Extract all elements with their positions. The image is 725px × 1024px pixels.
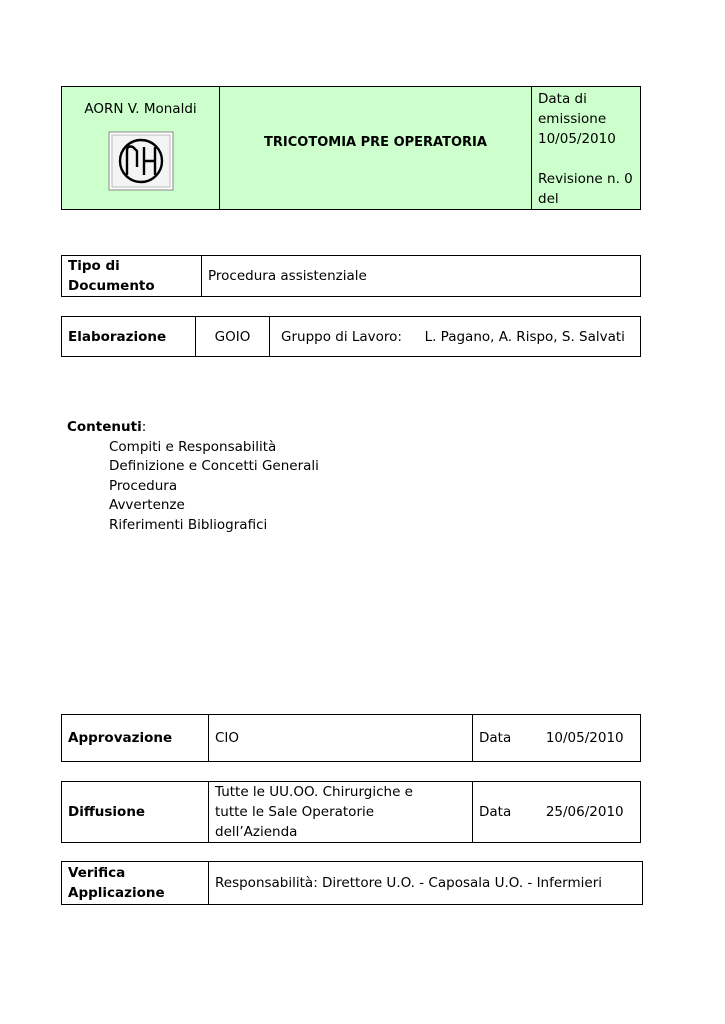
revision-del: del: [538, 191, 559, 207]
elaboration-table: [61, 316, 641, 357]
elaboration-label: Elaborazione: [62, 317, 196, 357]
header-meta-cell: [532, 87, 641, 210]
contents-item: Avvertenze: [109, 497, 185, 514]
meta-spacer: [538, 149, 634, 169]
verification-label-line1: Verifica: [68, 865, 126, 881]
approval-value: CIO: [209, 715, 473, 762]
approval-table: [61, 714, 641, 762]
diffusion-date-cell: [473, 782, 641, 843]
document-type-label-line2: Documento: [68, 278, 155, 294]
group-label: Gruppo di Lavoro:: [281, 328, 402, 345]
approval-date: 10/05/2010: [545, 730, 624, 746]
diffusion-line: Tutte le UU.OO. Chirurgiche e: [215, 784, 413, 800]
document-type-label-line1: Tipo di: [68, 258, 120, 274]
document-type-table: [61, 255, 641, 297]
elaboration-code: GOIO: [196, 317, 270, 357]
organization-name: AORN V. Monaldi: [84, 101, 197, 117]
verification-value: Responsabilità: Direttore U.O. - Caposala U.O. - Infermieri: [209, 862, 643, 905]
verification-table: [61, 861, 643, 905]
contents-colon: :: [141, 419, 147, 435]
diffusion-line: tutte le Sale Operatorie: [215, 804, 375, 820]
group-members: L. Pagano, A. Rispo, S. Salvati: [424, 328, 625, 345]
diffusion-line: dell’Azienda: [215, 824, 298, 840]
revision-number: Revisione n. 0: [538, 171, 633, 187]
emission-date: 10/05/2010: [538, 131, 616, 147]
diffusion-date: 25/06/2010: [545, 804, 624, 820]
diffusion-label: Diffusione: [62, 782, 209, 843]
diffusion-date-label: Data: [479, 804, 512, 820]
elaboration-group-cell: [270, 317, 641, 357]
approval-label: Approvazione: [62, 715, 209, 762]
contents-item: Compiti e Responsabilità: [109, 438, 277, 455]
diffusion-value: [209, 782, 473, 843]
header-title-cell: [220, 87, 532, 210]
contents-item: Procedura: [109, 477, 178, 494]
document-type-value: Procedura assistenziale: [202, 256, 641, 297]
monaldi-logo-icon: [108, 131, 174, 191]
contents-item: Riferimenti Bibliografici: [109, 516, 268, 533]
header-table: [61, 86, 641, 210]
header-organization-cell: [62, 87, 220, 210]
approval-date-cell: [473, 715, 641, 762]
approval-date-label: Data: [479, 730, 512, 746]
contents-section: [67, 418, 319, 536]
contents-label: Contenuti: [67, 419, 142, 435]
diffusion-table: [61, 781, 641, 843]
document-title: TRICOTOMIA PRE OPERATORIA: [264, 134, 487, 150]
verification-label-line2: Applicazione: [68, 885, 165, 901]
document-type-label: [62, 256, 202, 297]
verification-label: [62, 862, 209, 905]
emission-label: Data di emissione: [538, 91, 607, 127]
contents-heading: [67, 418, 319, 438]
contents-item: Definizione e Concetti Generali: [109, 458, 319, 475]
